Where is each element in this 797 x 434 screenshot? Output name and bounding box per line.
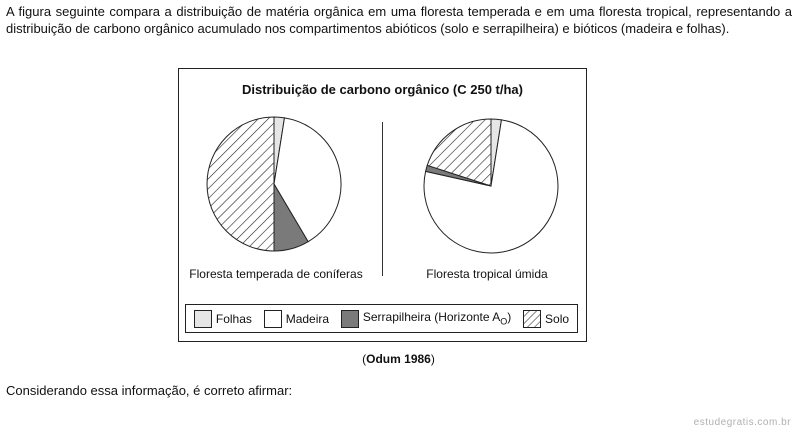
pie-label-temperada: Floresta temperada de coníferas [189,267,363,281]
legend-item-madeira [264,310,329,328]
legend-label-folhas: Folhas [215,311,252,326]
intro-paragraph: A figura seguinte compara a distribuição de matéria orgânica em uma floresta temperada e em uma floresta tropical, representando a distribuição de carbono orgânico acumulado nos compartimentos abióticos (solo e serrapilheira) e bióticos (madeira e folhas). [6,4,792,36]
legend-label-madeira: Madeira [285,311,330,326]
swatch-madeira [264,310,282,328]
legend-item-serrapilheira [341,310,511,328]
pie-label-tropical: Floresta tropical úmida [426,267,548,281]
chart-title: Distribuição de carbono orgânico (C 250 t/ha) [242,82,523,97]
swatch-serrapilheira [341,310,359,328]
legend-item-folhas [194,310,252,328]
legend-item-solo [523,310,569,328]
question-text: Considerando essa informação, é correto afirmar: [6,383,293,398]
legend [185,304,578,333]
pie-divider [382,122,383,276]
swatch-folhas [194,310,212,328]
watermark: estudegratis.com.br [693,417,791,428]
pie-slice-solo-temperada [207,117,274,251]
legend-label-serrapilheira: Serrapilheira (Horizonte $A_O$) [362,310,512,327]
source-citation: (Odum 1986) [362,352,435,366]
figure-panel [178,68,587,342]
legend-label-solo: Solo [545,311,570,326]
swatch-solo [523,310,541,328]
